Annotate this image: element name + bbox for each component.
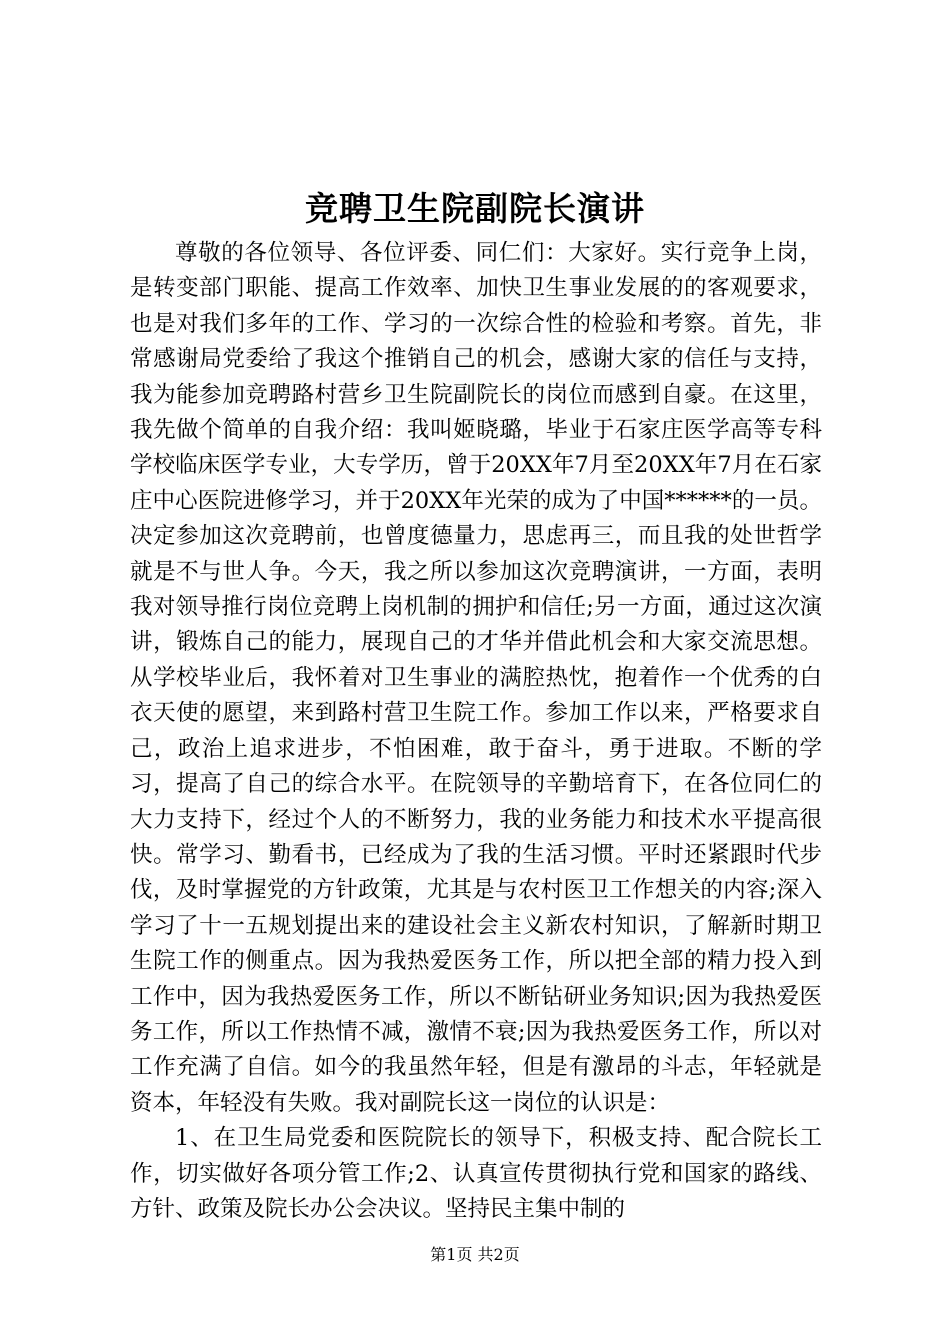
document-title: 竞聘卫生院副院长演讲 bbox=[305, 189, 645, 228]
paragraph: 尊敬的各位领导、各位评委、同仁们：大家好。实行竞争上岗，是转变部门职能、提高工作效率、加快卫生事业发展的的客观要求，也是对我们多年的工作、学习的一次综合性的检验和考察。首先，非常感谢局党委给了我这个推销自己的机会，感谢大家的信任与支持，我为能参加竞聘路村营乡卫生院副院长的岗位而感到自豪。在这里，我先做个简单的自我介绍：我叫姬晓璐，毕业于石家庄医学高等专科学校临床医学专业，大专学历，曾于20XX年7月至20XX年7月在石家庄中心医院进修学习，并于20XX年光荣的成为了中国******的一员。决定参加这次竞聘前，也曾度德量力，思虑再三，而且我的处世哲学就是不与世人争。今天，我之所以参加这次竞聘演讲，一方面，表明我对领导推行岗位竞聘上岗机制的拥护和信任;另一方面，通过这次演讲，锻炼自己的能力，展现自己的才华并借此机会和大家交流思想。从学校毕业后，我怀着对卫生事业的满腔热忱，抱着作一个优秀的白衣天使的愿望，来到路村营卫生院工作。参加工作以来，严格要求自己，政治上追求进步，不怕困难，敢于奋斗，勇于进取。不断的学习，提高了自己的综合水平。在院领导的辛勤培育下，在各位同仁的大力支持下，经过个人的不断努力，我的业务能力和技术水平提高很快。常学习、勤看书，已经成为了我的生活习惯。平时还紧跟时代步伐，及时掌握党的方针政策，尤其是与农村医卫工作想关的内容;深入学习了十一五规划提出来的建设社会主义新农村知识，了解新时期卫生院工作的侧重点。因为我热爱医务工作，所以把全部的精力投入到工作中，因为我热爱医务工作，所以不断钻研业务知识;因为我热爱医务工作，所以工作热情不减，激情不衰;因为我热爱医务工作，所以对工作充满了自信。如今的我虽然年轻，但是有激昂的斗志，年轻就是资本，年轻没有失败。我对副院长这一岗位的认识是： bbox=[130, 240, 822, 1116]
page-footer: 第1页 共2页 bbox=[430, 1245, 520, 1264]
document-body bbox=[130, 236, 822, 1227]
paragraph: 1、在卫生局党委和医院院长的领导下，积极支持、配合院长工作，切实做好各项分管工作;2、认真宣传贯彻执行党和国家的路线、方针、政策及院长办公会决议。坚持民主集中制的 bbox=[130, 1125, 822, 1222]
